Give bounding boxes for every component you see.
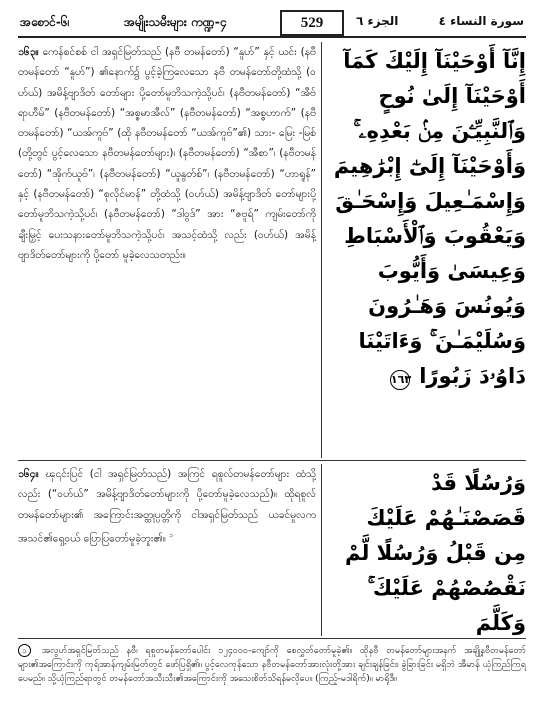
verse-number: ၁၆၃။ (18, 46, 39, 58)
page (18, 8, 526, 702)
header-section: အမျိုးသမီးများ ကဏ္ဍ-၄ (124, 15, 227, 29)
ayah-marker: ١٦٣ (390, 370, 410, 390)
arabic-text: وَرُسُلًا قَدْ قَصَصْنَـٰهُمْ عَلَيْكَ مِن قَبْلُ وَرُسُلًا لَّمْ نَقْصُصْهُمْ عَلَيْكَ ۚ وَكَلَّمَ (345, 471, 526, 635)
footnote-text: အလွဟ်အရှင်မြတ်သည် နဗီ၊ ရစူတမန်တော်ပေါင်း ၁၂၄၀၀၀-ကျော်ကို စေလွှတ်တော်မူခဲ့၏။ ထိုနဗီ တမန်တော်များအနက် အချို့နဗီတမန်တော်များ၏အကြောင်းကို ကုရ်အာန်ကျမ်းမြတ်တွင် ဖော်ပြရှိ၏။ ပွင့်လေကုန်သော နဗီတမန်တော်အားလုံးတို့အား ချင်းချန်ခြင်း၊ ခွဲခြားခြင်း မရှိဘဲ အီမာန် ယုံကြည်ကြရပေမည်။ သို့ယုံကြည်ရာတွင် တမန်တော်အသီးသီး၏အကြောင်းကို အသေးစိတ်သိရန်မလိုပေ။ (ကြည့်-မဒါရိက်)။ မာရိုဒီ။ (18, 646, 526, 685)
verse-163-translation (18, 42, 316, 265)
header-volume: အစောင်-၆၊ (20, 15, 70, 29)
verse-text: ကေန်စင်စစ် ငါ အရှင်မြတ်သည် (နဗီ တမန်တော်) “နူဟ်” နှင့် ယင်း (နဗီတမန်တော် “နူဟ်”) ၏နောက်၌ ပွင့်ခဲ့ကြလေသော နဗီ တမန်တော်တို့ထံသို့ (ဝဟ်ယ်) အမိန့်ဗျာဒိတ် တော်များ ပို့တော်မူဘိသကဲ့သို့ပင်၊ (နဗီတမန်တော်) “အီဗ်ရာဟီမ်” (နဗီတမန်တော်) “အစ္စမာအီလ်” (နဗီတမန်တော်) “အစ္စဟာက်” (နဗီတမန်တော်) “ယအ်ကူဗ်” (ထို နဗီတမန်တော် “ယအ်ကူဗ်”၏) သား- မြေး -မြစ် (တို့တွင် ပွင့်လေသော နဗီတမန်တော်များ)၊ (နဗီတမန်တော်) “အီစာ”၊ (နဗီတမန်တော်) “အိုက်ယူဗ်”၊ (နဗီတမန်တော်) “ယူနွတ်စ်”၊ (နဗီတမန်တော်) “ဟာရူန်” နှင့် (နဗီတမန်တော်) “စုလိုင်မာန်” တို့ထံသို့ (ဝဟ်ယ်) အမိန့်ဗျာဒိတ် တော်များပို့တော်မူဘိသကဲ့သို့ပင်၊ (နဗီတမန်တော်) “ဒါဝွဒ်” အား “ဇဗူရ်” ကျမ်းတော်ကို ချီးမြှင့် ပေးသနားတော်မူဘိသကဲ့သို့ပင်၊ အသင့်ထံသို့ လည်း (ဝဟ်ယ်) အမိန့်ဗျာဒိတ်တော်များကို ပို့တော် မူခဲ့လေသတည်း။ (18, 46, 316, 261)
column-divider (321, 42, 322, 458)
footnote-number: ၁ (18, 644, 31, 657)
arabic-text: إِنَّآ أَوْحَيْنَآ إِلَيْكَ كَمَآ أَوْحَيْنَآ إِلَىٰ نُوحٍ وَٱلنَّبِيِّـۧنَ مِنۢ بَعْدِهِۦ ۚ وَأَوْحَيْنَآ إِلَىٰٓ إِبْرَٰهِيمَ وَإِسْمَـٰعِيلَ وَإِسْحَـٰقَ وَيَعْقُوبَ وَٱلْأَسْبَاطِ وَعِيسَىٰ وَأَيُّوبَ وَيُونُسَ وَهَـٰرُونَ وَسُلَيْمَـٰنَ ۚ وَءَاتَيْنَا دَاوُۥدَ زَبُورًا (333, 49, 526, 388)
footnote (18, 644, 526, 687)
page-number: 529 (280, 10, 344, 36)
footnote-ref: ၁ (169, 530, 174, 539)
verse-divider (18, 460, 526, 461)
header-surah: سورة النساء ٤ (438, 14, 524, 28)
column-divider (321, 464, 322, 636)
verse-number: ၁၆၄။ (18, 468, 39, 480)
header-juz: الجزء ٦ (356, 14, 399, 28)
verse-text: ၾ၎င်းပြင် (ငါ အရှင်မြတ်သည်) အကြင် ရစူလ်တမန်တော်များ ထံသို့လည်း (“ဝဟ်ယ်” အမိန့်ဗျာဒိတ်တော်များကို ပို့တော်မူခဲ့လေသည်)။ ထိုရစူလ်တမန်တော်များ၏ အကြောင်းအတ္ထုပ္ပတ္တိကို ငါအရှင်မြတ်သည် ယခင်မှုလက အသင်၏ရှေ့ဝယ် ပြောပြတော်မူခဲ့ဘူး၏။ (18, 468, 316, 545)
page-header (18, 8, 526, 38)
footnote-divider (18, 638, 526, 639)
verse-164-arabic (328, 466, 526, 641)
verse-164-translation (18, 464, 316, 549)
verse-163-arabic (328, 44, 526, 394)
